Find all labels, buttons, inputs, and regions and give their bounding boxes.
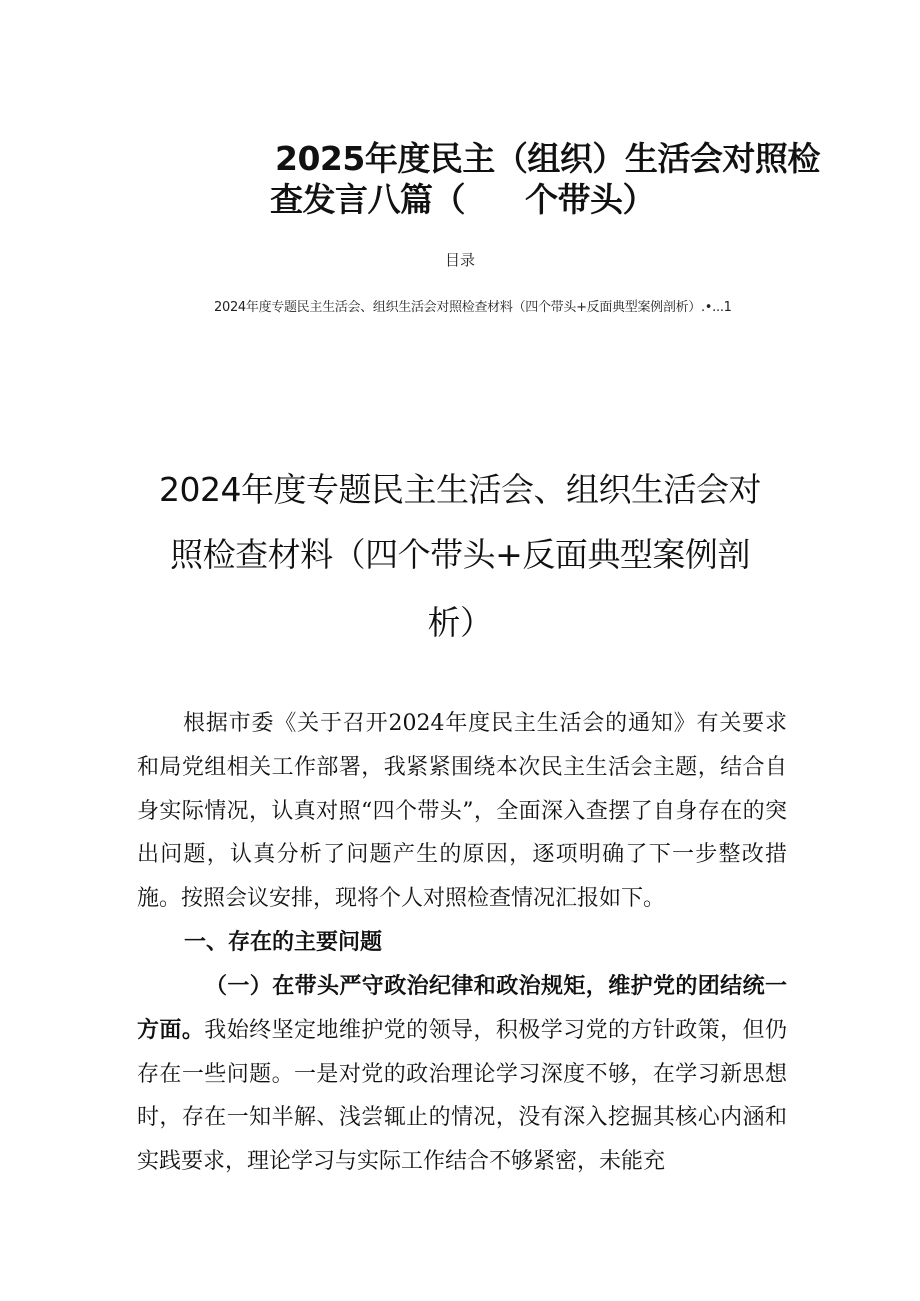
document-title-line-3: 析） — [427, 603, 493, 642]
document-title-line-2: 照检查材料（四个带头+反面典型案例剖 — [170, 535, 750, 574]
subsection-paragraph — [137, 965, 787, 1184]
document-title-line-1: 2024年度专题民主生活会、组织生活会对 — [159, 470, 761, 509]
cover-title-line-2-start: 查发言八篇（ — [270, 180, 465, 219]
subsection-heading: （一）在带头严守政治纪律和政治规矩，维护党的团结统一方面。 — [137, 973, 787, 1043]
section-heading-problems: 一、存在的主要问题 — [184, 929, 383, 955]
subsection-body-text: 我始终坚定地维护党的领导，积极学习党的方针政策，但仍存在一些问题。一是对党的政治理论学习深度不够，在学习新思想时，存在一知半解、浅尝辄止的情况，没有深入挖掘其核心内涵和实践要求，理论学习与实际工作结合不够紧密，未能充 — [137, 1017, 787, 1175]
cover-title-line-1: 2025年度民主（组织）生活会对照检 — [275, 139, 820, 178]
cover-title-line-2 — [270, 180, 655, 220]
toc-heading: 目录 — [444, 251, 475, 269]
cover-title-line-2-end: 个带头） — [525, 180, 655, 219]
toc-entry-link[interactable]: 2024年度专题民主生活会、组织生活会对照检查材料（四个带头+反面典型案例剖析）.•...1 — [214, 300, 732, 315]
intro-paragraph: 根据市委《关于召开2024年度民主生活会的通知》有关要求和局党组相关工作部署，我紧紧围绕本次民主生活会主题，结合自身实际情况，认真对照“四个带头”，全面深入查摆了自身存在的突出问题，认真分析了问题产生的原因，逐项明确了下一步整改措施。按照会议安排，现将个人对照检查情况汇报如下。 — [137, 711, 787, 912]
